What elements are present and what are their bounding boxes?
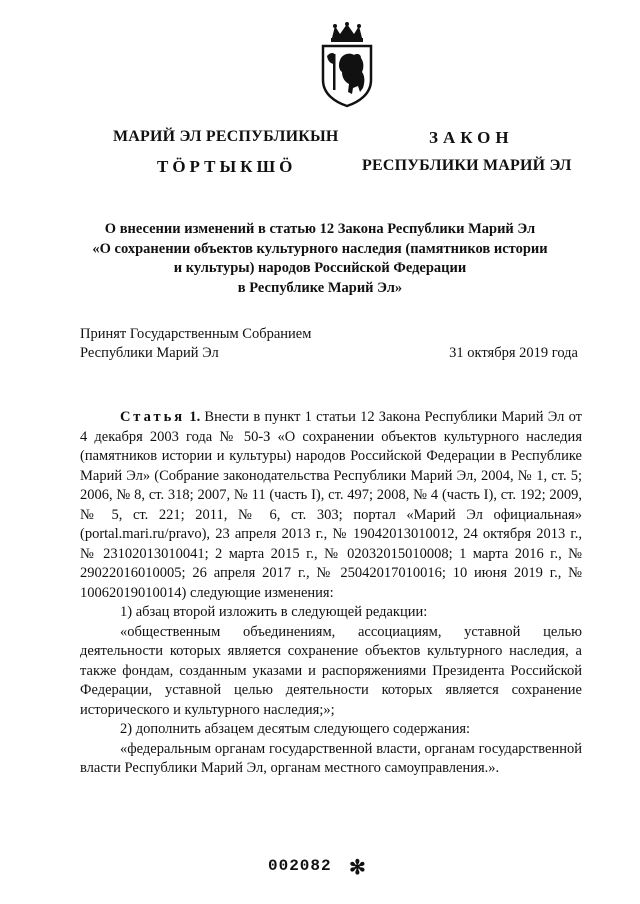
article-intro-paragraph (80, 408, 582, 603)
article-intro-text: Внести в пункт 1 статьи 12 Закона Республики Марий Эл от 4 декабря 2003 года № 50-З «О сохранении объектов культурного наследия (памятников истории и культуры) народов Российской Федерации в Республике Марий Эл» (Собрание законодательства Республики Марий Эл, 2004, № 1, ст. 5; 2006, № 8, ст. 318; 2007, № 11 (часть I), ст. 497; 2008, № 4 (часть I), ст. 192; 2009, № 5, ст. 221; 2011, № 6, ст. 303; портал «Марий Эл официальная» (portal.mari.ru/pravo), 23 апреля 2013 г., № 19042013010012, 24 октября 2013 г., № 23102013010041; 2 марта 2015 г., № 02032015010008; 1 марта 2016 г., № 29022016010005; 26 апреля 2017 г., № 25042017010016; 10 июня 2019 г., № 10062019010014) следующие изменения: (80, 409, 583, 601)
law-title (60, 220, 580, 298)
adopted-line1: Принят Государственным Собранием (80, 326, 312, 342)
header-left-line1: МАРИЙ ЭЛ РЕСПУБЛИКЫН (113, 128, 339, 145)
adoption-date: 31 октября 2019 года (449, 345, 578, 361)
header-left-line2: ТӦРТЫКШӦ (157, 157, 297, 176)
title-line: «О сохранении объектов культурного наследия (памятников истории (92, 240, 548, 257)
article-body (80, 408, 582, 779)
item2-heading: 2) дополнить абзацем десятым следующего содержания: (120, 721, 471, 737)
item2-text: «федеральным органам государственной власти, органам государственной власти Республики Марий Эл, органам местного самоуправления.». (80, 740, 582, 776)
item1-heading: 1) абзац второй изложить в следующей редакции: (120, 604, 428, 620)
adopted-line2: Республики Марий Эл (80, 345, 219, 361)
item1-text: «общественным объединениям, ассоциациям, уставной целью деятельности которых является сохранение объектов культурного наследия, а также фондам, созданным указами и распоряжениями Президента Российской Федерации, уставной целью деятельности которых является сохранение исторического и культурного наследия;»; (80, 623, 582, 718)
header-right-line2: РЕСПУБЛИКИ МАРИЙ ЭЛ (362, 157, 572, 174)
article-number: 1. (189, 409, 201, 425)
article-label: Статья (120, 409, 186, 425)
crown-icon (331, 22, 363, 42)
adopted-by (80, 325, 311, 363)
document-serial-number: 002082 (268, 857, 332, 875)
title-line: в Республике Марий Эл» (237, 279, 403, 296)
asterisk-mark-icon: ✻ (349, 857, 366, 879)
coat-of-arms-emblem (318, 22, 376, 108)
title-line: О внесении изменений в статью 12 Закона Республики Марий Эл (104, 221, 536, 237)
title-line: и культуры) народов Российской Федерации (173, 260, 467, 276)
header-right-line1: ЗАКОН (429, 128, 514, 147)
